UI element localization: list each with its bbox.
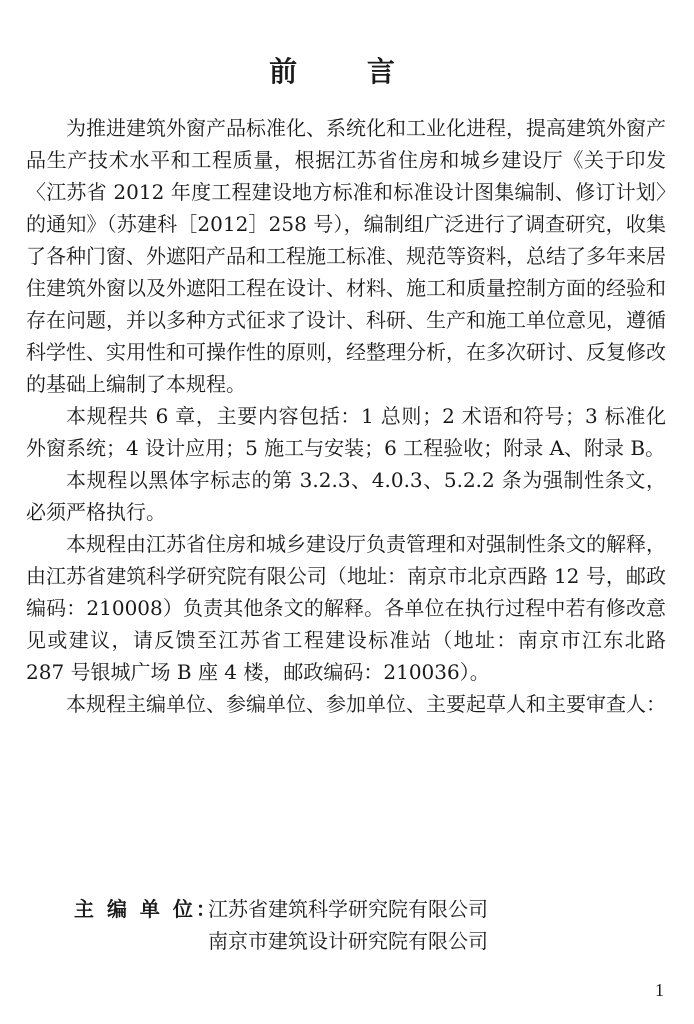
paragraph: 本规程由江苏省住房和城乡建设厅负责管理和对强制性条文的解释，由江苏省建筑科学研究院有限公司（地址：南京市北京西路 12 号，邮政编码：210008）负责其他条文的解释。各单位在执行过程中若有修改意见或建议，请反馈至江苏省工程建设标准站（地址：南京市江东北路 287 号银城广场 B 座 4 楼，邮政编码：210036）。 — [26, 532, 666, 684]
editor-label: 主 编 单 位： — [74, 897, 219, 921]
page-number: 1 — [655, 980, 664, 1000]
paragraph: 本规程以黑体字标志的第 3.2.3、4.0.3、5.2.2 条为强制性条文，必须严格执行。 — [26, 468, 666, 524]
editor-row — [74, 893, 674, 925]
paragraph: 为推进建筑外窗产品标准化、系统化和工业化进程，提高建筑外窗产品生产技术水平和工程质量，根据江苏省住房和城乡建设厅《关于印发〈江苏省 2012 年度工程建设地方标准和标准设计图集编制、修订计划〉的通知》（苏建科［2012］258 号），编制组广泛进行了调查研究，收集了各种门窗、外遮阳产品和工程施工标准、规范等资料，总结了多年来居住建筑外窗以及外遮阳工程在设计、材料、施工和质量控制方面的经验和存在问题，并以多种方式征求了设计、科研、生产和施工单位意见，遵循科学性、实用性和可操作性的原则，经整理分析，在多次研讨、反复修改的基础上编制了本规程。 — [26, 116, 666, 396]
preface-body — [26, 112, 666, 720]
editor-unit: 南京市建筑设计研究院有限公司 — [208, 929, 488, 953]
editor-row — [74, 925, 674, 957]
editor-unit: 江苏省建筑科学研究院有限公司 — [208, 897, 488, 921]
chief-editor-units — [74, 893, 674, 957]
page-title: 前 言 — [269, 55, 425, 88]
paragraph: 本规程主编单位、参编单位、参加单位、主要起草人和主要审查人： — [66, 692, 666, 716]
paragraph: 本规程共 6 章，主要内容包括：1 总则；2 术语和符号；3 标准化外窗系统；4 设计应用；5 施工与安装；6 工程验收；附录 A、附录 B。 — [26, 404, 666, 460]
